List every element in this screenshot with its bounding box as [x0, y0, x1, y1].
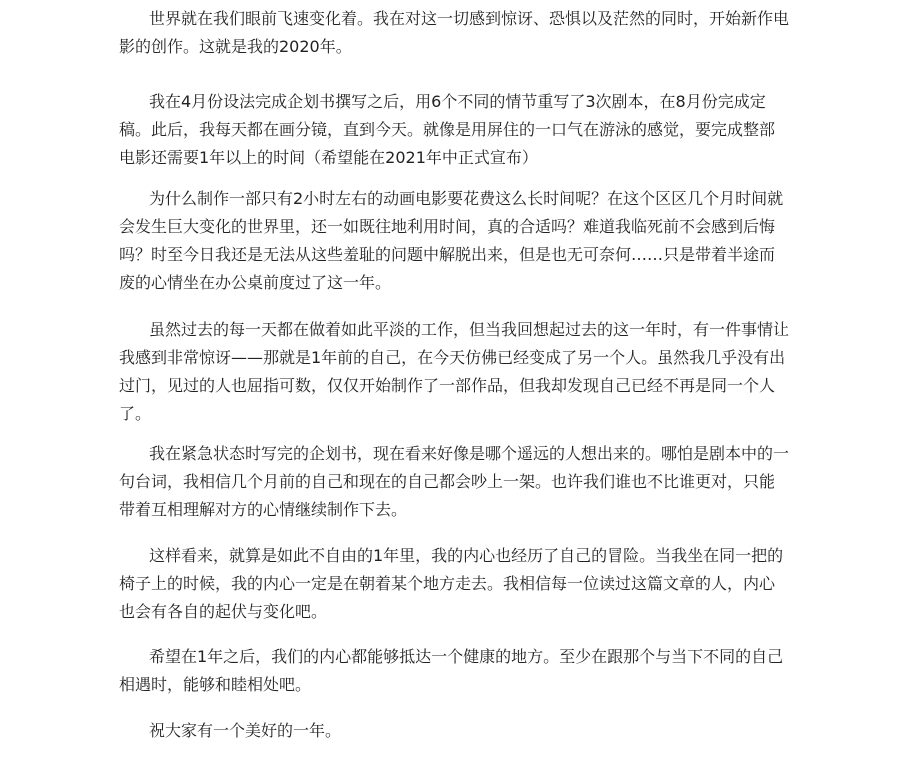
- paragraph-5: 我在紧急状态时写完的企划书，现在看来好像是哪个遥远的人想出来的。哪怕是剧本中的一句台词，我相信几个月前的自己和现在的自己都会吵上一架。也许我们谁也不比谁更对，只能带着互相理解对方的心情继续制作下去。: [119, 444, 790, 519]
- paragraph-6: 这样看来，就算是如此不自由的1年里，我的内心也经历了自己的冒险。当我坐在同一把的椅子上的时候，我的内心一定是在朝着某个地方走去。我相信每一位读过这篇文章的人，内心也会有各自的起伏与变化吧。: [119, 546, 784, 621]
- paragraph-4: 虽然过去的每一天都在做着如此平淡的工作，但当我回想起过去的这一年时，有一件事情让我感到非常惊讶——那就是1年前的自己，在今天仿佛已经变成了另一个人。虽然我几乎没有出过门，见过的人也屈指可数，仅仅开始制作了一部作品，但我却发现自己已经不再是同一个人了。: [119, 320, 790, 423]
- paragraph-1: 世界就在我们眼前飞速变化着。我在对这一切感到惊讶、恐惧以及茫然的同时，开始新作电影的创作。这就是我的2020年。: [119, 9, 790, 56]
- paragraph-3: 为什么制作一部只有2小时左右的动画电影要花费这么长时间呢？在这个区区几个月时间就会发生巨大变化的世界里，还一如既往地利用时间，真的合适吗？难道我临死前不会感到后悔吗？时至今日我还是无法从这些羞耻的问题中解脱出来，但是也无可奈何……只是带着半途而废的心情坐在办公桌前度过了这一年。: [119, 189, 784, 292]
- paragraph-2: 我在4月份设法完成企划书撰写之后，用6个不同的情节重写了3次剧本，在8月份完成定稿。此后，我每天都在画分镜，直到今天。就像是用屏住的一口气在游泳的感觉，要完成整部电影还需要1年以上的时间（希望能在2021年中正式宣布）: [119, 92, 776, 167]
- paragraph-7: 希望在1年之后，我们的内心都能够抵达一个健康的地方。至少在跟那个与当下不同的自己相遇时，能够和睦相处吧。: [119, 647, 784, 694]
- paragraph-8: 祝大家有一个美好的一年。: [149, 721, 342, 740]
